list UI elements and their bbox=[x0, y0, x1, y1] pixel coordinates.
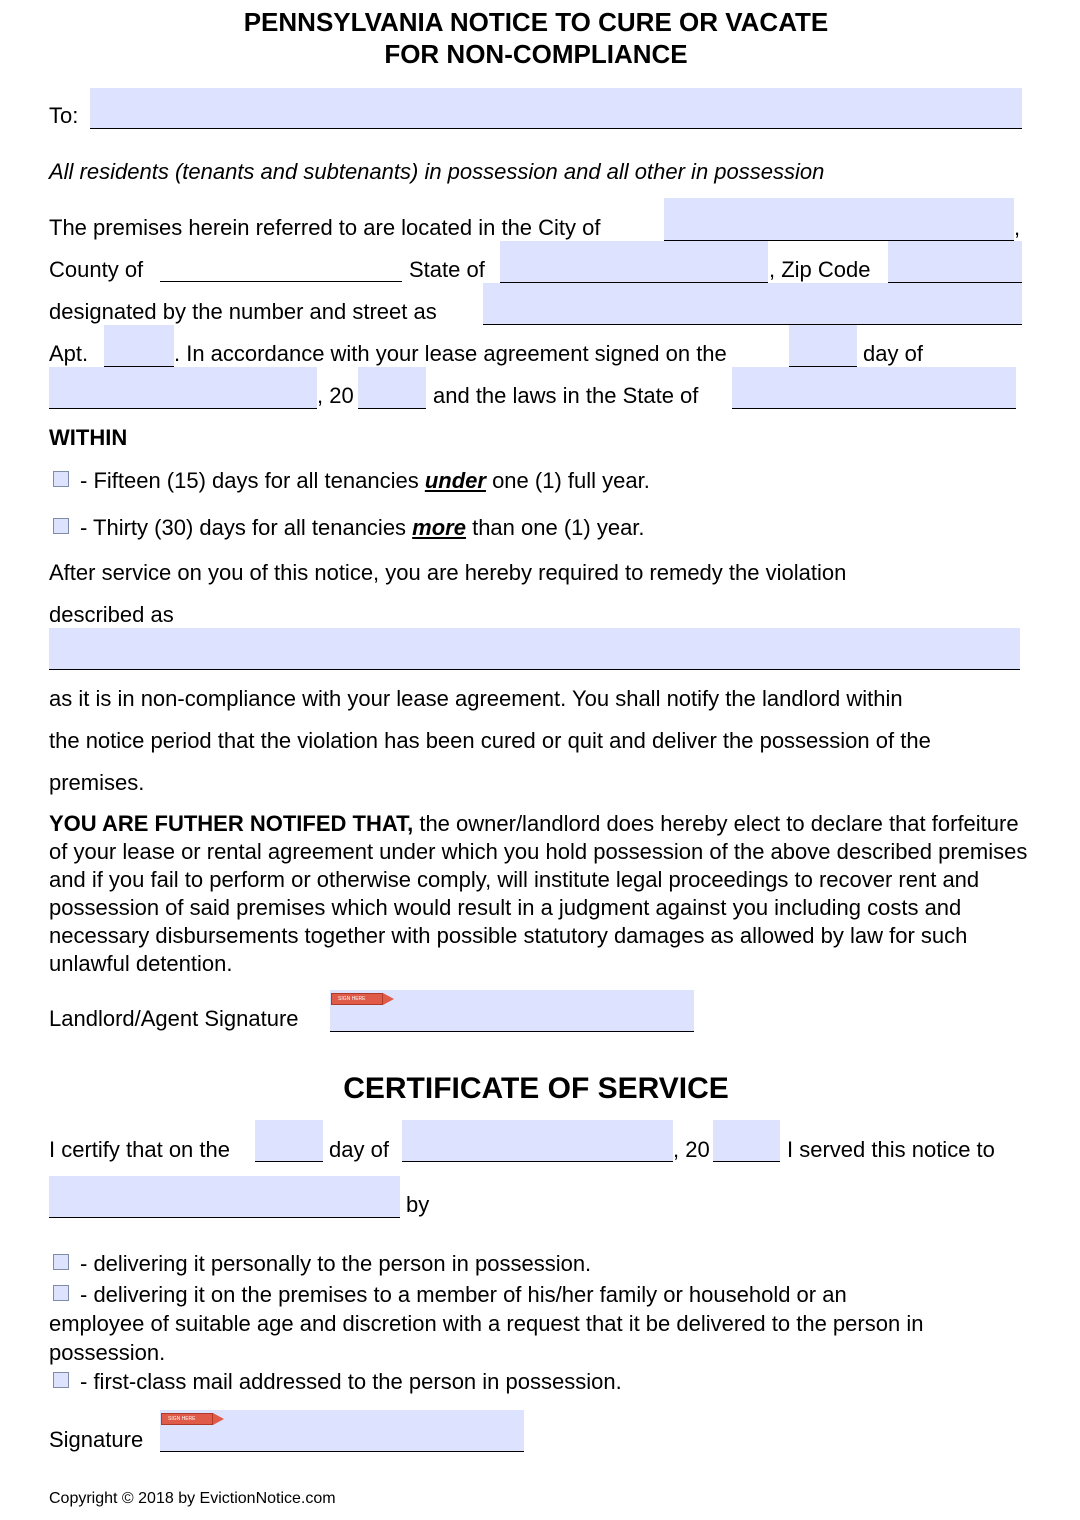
more-emphasis: more bbox=[412, 515, 466, 540]
personal-delivery-checkbox[interactable] bbox=[53, 1254, 69, 1270]
sign-here-tag-icon: SIGN HERE bbox=[331, 993, 383, 1005]
premises-delivery-label-line3: possession. bbox=[49, 1340, 166, 1365]
city-label: The premises herein referred to are located in the City of bbox=[49, 215, 601, 240]
service-month-field[interactable] bbox=[402, 1120, 673, 1162]
residents-note: All residents (tenants and subtenants) in possession and all other in possession bbox=[49, 159, 825, 184]
violation-after-line1: as it is in non-compliance with your lease agreement. You shall notify the landlord within bbox=[49, 686, 903, 711]
lease-year-field[interactable] bbox=[358, 367, 426, 409]
landlord-signature-label: Landlord/Agent Signature bbox=[49, 1006, 299, 1031]
zip-label: , Zip Code bbox=[769, 257, 871, 282]
served-text: I served this notice to bbox=[787, 1137, 995, 1162]
lease-text: . In accordance with your lease agreement signed on the bbox=[174, 341, 727, 366]
mail-delivery-label: - first-class mail addressed to the person in possession. bbox=[80, 1369, 622, 1394]
apt-field[interactable] bbox=[104, 325, 174, 367]
county-field[interactable] bbox=[160, 280, 402, 282]
state-label: State of bbox=[409, 257, 485, 282]
under-emphasis: under bbox=[424, 468, 486, 493]
service-year-prefix: , 20 bbox=[673, 1137, 710, 1162]
further-notice-paragraph bbox=[49, 810, 1029, 978]
laws-state-field[interactable] bbox=[732, 367, 1016, 409]
violation-after-line3: premises. bbox=[49, 770, 145, 795]
mail-delivery-checkbox[interactable] bbox=[53, 1372, 69, 1388]
within-heading: WITHIN bbox=[49, 425, 128, 450]
further-notice-text: the owner/landlord does hereby elect to declare that forfeiture of your lease or rental agreement under which you hold possession of the above described premises and if you fail to perform or otherwise comply, will institute legal proceedings to recover rent and possession of said premises which would result in a judgment against you including costs and necessary disbursements together with possible statutory damages as allowed by law for such unlawful detention. bbox=[49, 811, 1028, 976]
city-field[interactable] bbox=[664, 198, 1014, 241]
street-field[interactable] bbox=[483, 283, 1022, 325]
county-label: County of bbox=[49, 257, 144, 282]
personal-delivery-label: - delivering it personally to the person in possession. bbox=[80, 1251, 592, 1276]
service-day-of: day of bbox=[329, 1137, 389, 1162]
thirty-days-label: - Thirty (30) days for all tenancies more than one (1) year. bbox=[80, 515, 645, 540]
by-label: by bbox=[406, 1192, 430, 1217]
certify-text: I certify that on the bbox=[49, 1137, 230, 1162]
violation-line1: After service on you of this notice, you are hereby required to remedy the violation bbox=[49, 560, 847, 585]
lease-day-of: day of bbox=[863, 341, 923, 366]
violation-after-line2: the notice period that the violation has been cured or quit and deliver the possession of the bbox=[49, 728, 931, 753]
street-label: designated by the number and street as bbox=[49, 299, 437, 324]
lease-year-prefix: , 20 bbox=[317, 383, 354, 408]
violation-field[interactable] bbox=[49, 628, 1020, 670]
lease-day-field[interactable] bbox=[789, 325, 857, 367]
apt-label: Apt. bbox=[49, 341, 89, 366]
to-field[interactable] bbox=[90, 88, 1022, 129]
to-label: To: bbox=[49, 103, 79, 128]
premises-delivery-checkbox[interactable] bbox=[53, 1285, 69, 1301]
form-title-line1: PENNSYLVANIA NOTICE TO CURE OR VACATE bbox=[243, 7, 829, 37]
service-year-field[interactable] bbox=[713, 1120, 780, 1162]
certificate-heading: CERTIFICATE OF SERVICE bbox=[343, 1072, 729, 1105]
fifteen-days-checkbox[interactable] bbox=[53, 471, 69, 487]
copyright-notice: Copyright © 2018 by EvictionNotice.com bbox=[49, 1490, 336, 1507]
sign-here-tag-icon: SIGN HERE bbox=[161, 1413, 213, 1425]
thirty-days-checkbox[interactable] bbox=[53, 518, 69, 534]
premises-delivery-label-line1: - delivering it on the premises to a member of his/her family or household or an bbox=[80, 1282, 847, 1307]
state-field[interactable] bbox=[500, 241, 768, 283]
laws-text: and the laws in the State of bbox=[433, 383, 699, 408]
lease-month-field[interactable] bbox=[49, 367, 317, 409]
violation-line2: described as bbox=[49, 602, 174, 627]
service-day-field[interactable] bbox=[255, 1120, 323, 1162]
served-to-field[interactable] bbox=[49, 1176, 400, 1218]
zip-field[interactable] bbox=[888, 241, 1022, 283]
form-title-line2: FOR NON-COMPLIANCE bbox=[384, 39, 688, 69]
signature-label: Signature bbox=[49, 1427, 144, 1452]
city-comma: , bbox=[1014, 215, 1021, 240]
fifteen-days-label: - Fifteen (15) days for all tenancies under one (1) full year. bbox=[80, 468, 650, 493]
further-notice-bold: YOU ARE FUTHER NOTIFED THAT, bbox=[49, 811, 414, 836]
premises-delivery-label-line2: employee of suitable age and discretion with a request that it be delivered to the person in bbox=[49, 1311, 924, 1336]
